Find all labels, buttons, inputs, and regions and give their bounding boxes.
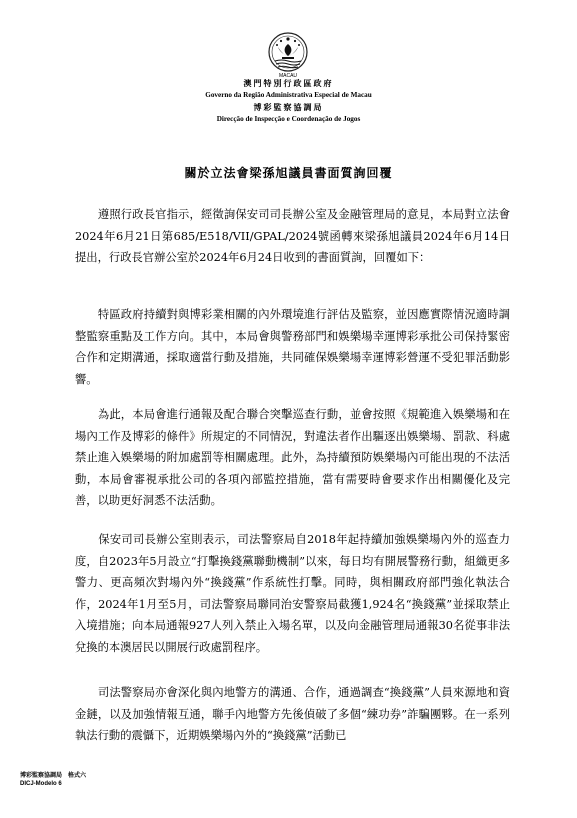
- footer-form-zh: 博彩監察協調局 格式六: [20, 772, 87, 779]
- government-name-pt: Governo da Região Administrativa Especial de Macau: [205, 91, 372, 99]
- paragraph-2: 特區政府持續對與博彩業相關的內外環境進行評估及監察，並因應實際情況適時調整監察重點及工作方向。其中，本局會與警務部門和娛樂場幸運博彩承批公司保持緊密合作和定期溝通，採取適當行動及措施，共同確保娛樂場幸運博彩營運不受犯罪活動影響。: [75, 308, 510, 386]
- bureau-name-pt: Direcção de Inspecção e Coordenação de Jogos: [216, 115, 361, 123]
- government-name-zh: 澳門特別行政區政府: [243, 78, 334, 88]
- document-title: 關於立法會梁孫旭議員書面質詢回覆: [184, 166, 393, 180]
- paragraph-5: 司法警察局亦會深化與內地警方的溝通、合作，通過調查“換錢黨”人員來源地和資金鏈，以及加強情報互通，聯手內地警方先後偵破了多個“練功券”詐騙團夥。在一系列執法行動的震懾下，近期娛樂場內外的“換錢黨”活動已: [75, 686, 510, 742]
- svg-text:MACAU: MACAU: [278, 73, 298, 78]
- paragraph-3: 為此，本局會進行通報及配合聯合突擊巡查行動，並會按照《規範進入娛樂場和在場內工作及博彩的條件》所規定的不同情況，對違法者作出驅逐出娛樂場、罰款、科處禁止進入娛樂場的附加處罰等相關處理。此外，為持續預防娛樂場內可能出現的不法活動，本局會審視承批公司的各項內部監控措施，當有需要時會要求作出相關優化及完善，以助更好洞悉不法活動。: [75, 408, 510, 507]
- paragraph-4: 保安司司長辦公室則表示，司法警察局自2018年起持續加強娛樂場內外的巡查力度，自2023年5月設立“打擊換錢黨聯動機制”以來，每日均有開展警務行動，組織更多警力、更高頻次對場內外“換錢黨”作系統性打擊。同時，與相關政府部門強化執法合作，2024年1月至5月，司法警察局聯同治安警察局截獲1,924名“換錢黨”並採取禁止入境措施；向本局通報927人列入禁止入場名單，以及向金融管理局通報30名從事非法兌換的本澳居民以開展行政處罰程序。: [75, 533, 510, 654]
- bureau-name-zh: 博彩監察協調局: [253, 102, 324, 112]
- macau-emblem-icon: [262, 30, 314, 78]
- paragraph-1: 遵照行政長官指示，經徵詢保安司司長辦公室及金融管理局的意見，本局對立法會2024年6月21日第685/E518/VII/GPAL/2024號函轉來梁孫旭議員2024年6月14日提出，行政長官辦公室於2024年6月24日收到的書面質詢，回覆如下：: [75, 208, 510, 264]
- footer-form-pt: DICJ-Modelo 6: [20, 781, 62, 787]
